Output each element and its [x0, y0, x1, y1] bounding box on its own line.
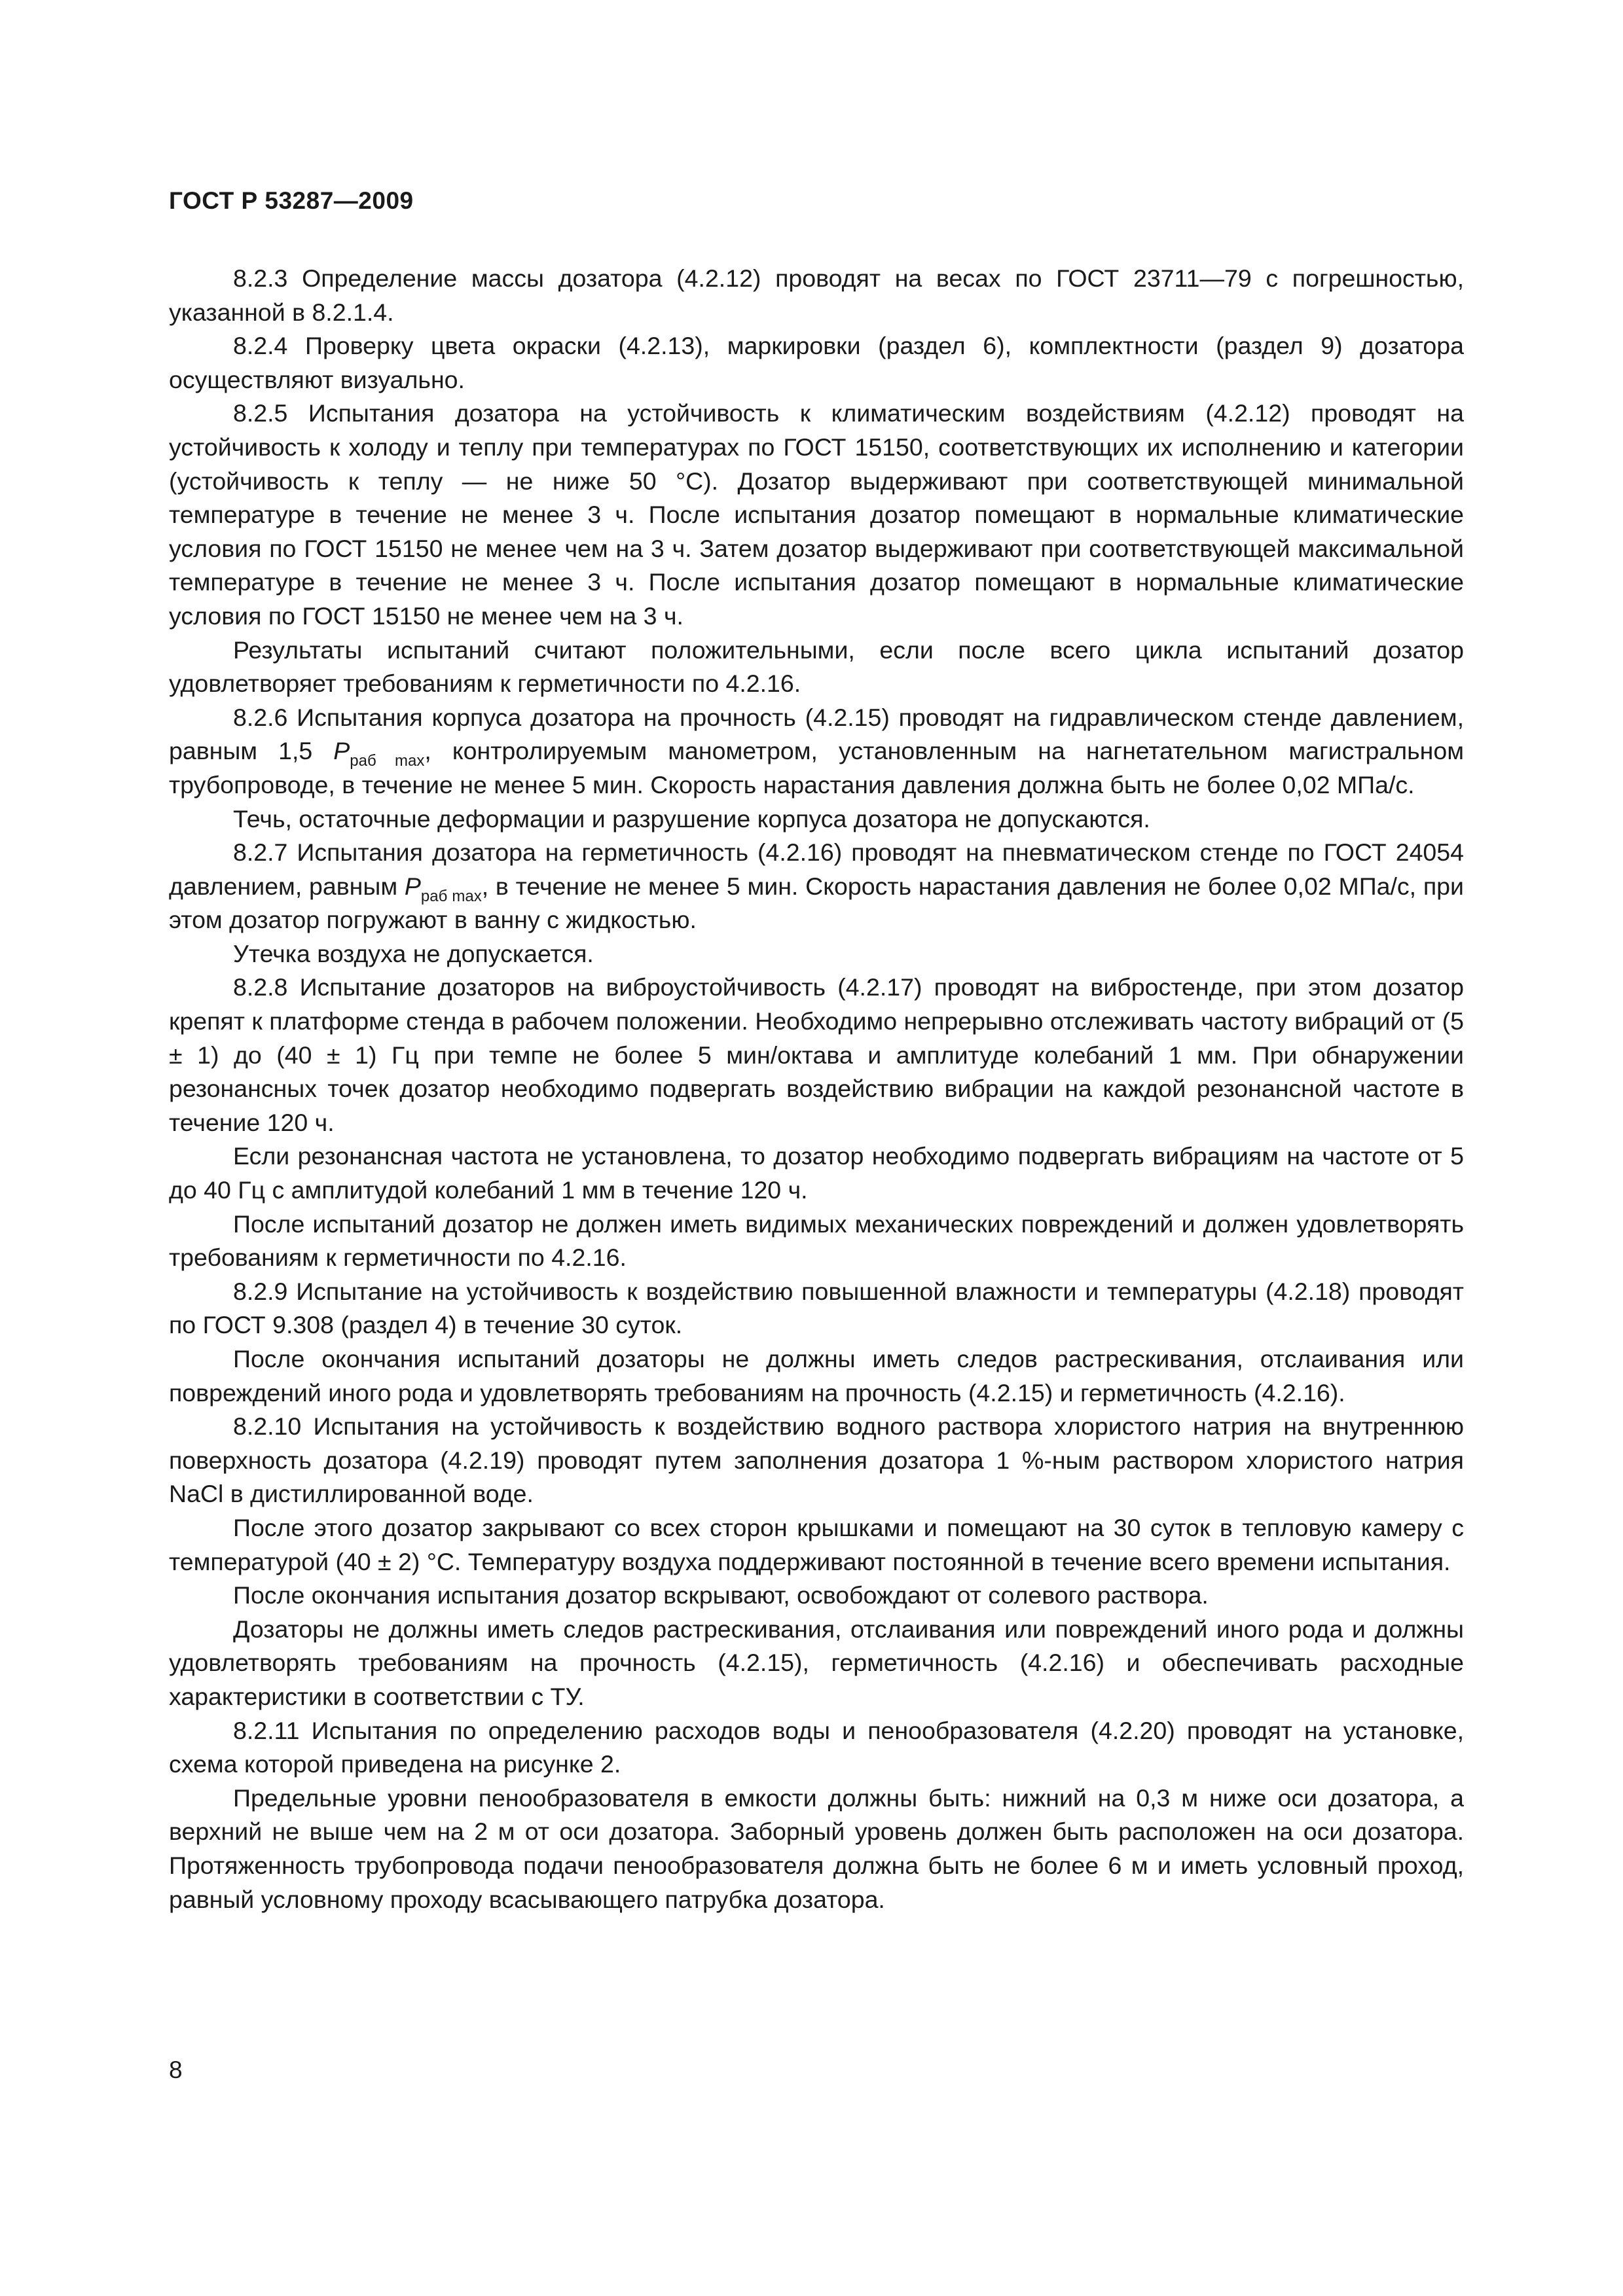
paragraph-8-2-6-before: 8.2.6 Испытания корпуса дозатора на прочность (4.2.15) проводят на гидравлическом стенде давлением, равным 1,5	[169, 703, 1464, 765]
paragraph-8-2-8-resonance: Если резонансная частота не установлена, то дозатор необходимо подвергать вибрациям на частоте от 5 до 40 Гц с амплитудой колебаний 1 мм в течение 120 ч.	[169, 1142, 1464, 1204]
page-number: 8	[169, 2056, 183, 2083]
paragraph-8-2-8: 8.2.8 Испытание дозаторов на виброустойчивость (4.2.17) проводят на вибростенде, при этом дозатор крепят к платформе стенда в рабочем положении. Необходимо непрерывно отслеживать частоту вибраций от (5 ± 1) до (40 ± 1) Гц при темпе не более 5 мин/октава и амплитуде колебаний 1 мм. При обнаружении резонансных точек дозатор необходимо подвергать воздействию вибрации на каждой резонансной частоте в течение 120 ч.	[169, 973, 1464, 1136]
paragraph-8-2-10-requirements: Дозаторы не должны иметь следов растрескивания, отслаивания или повреждений иного рода и должны удовлетворять требованиям на прочность (4.2.15), герметичность (4.2.16) и обеспечивать расходные характеристики в соответствии с ТУ.	[169, 1615, 1464, 1710]
paragraph-8-2-10-open: После окончания испытания дозатор вскрывают, освобождают от солевого раствора.	[233, 1581, 1209, 1609]
paragraph-8-2-3: 8.2.3 Определение массы дозатора (4.2.12) проводят на весах по ГОСТ 23711—79 с погрешностью, указанной в 8.2.1.4.	[169, 264, 1464, 326]
paragraph-8-2-11-levels: Предельные уровни пенообразователя в емкости должны быть: нижний на 0,3 м ниже оси дозатора, а верхний не выше чем на 2 м от оси дозатора. Заборный уровень должен быть расположен на оси дозатора. Протяженность трубопровода подачи пенообразователя должна быть не более 6 м и иметь условный проход, равный условному проходу всасывающего патрубка дозатора.	[169, 1784, 1464, 1913]
paragraph-8-2-5: 8.2.5 Испытания дозатора на устойчивость к климатическим воздействиям (4.2.12) проводят на устойчивость к холоду и теплу при температурах по ГОСТ 15150, соответствующих их исполнению и категории (устойчивость к теплу — не ниже 50 °С). Дозатор выдерживают при соответствующей минимальной температуре в течение не менее 3 ч. После испытания дозатор помещают в нормальные климатические условия по ГОСТ 15150 не менее чем на 3 ч. Затем дозатор выдерживают при соответствующей максимальной температуре в течение не менее 3 ч. После испытания дозатор помещают в нормальные климатические условия по ГОСТ 15150 не менее чем на 3 ч.	[169, 399, 1464, 630]
pressure-symbol: P	[333, 737, 350, 765]
paragraph-8-2-5-result: Результаты испытаний считают положительными, если после всего цикла испытаний дозатор удовлетворяет требованиям к герметичности по 4.2.16.	[169, 636, 1464, 698]
paragraph-8-2-6-leak: Течь, остаточные деформации и разрушение корпуса дозатора не допускаются.	[233, 804, 1150, 833]
paragraph-8-2-8-after: После испытаний дозатор не должен иметь видимых механических повреждений и должен удовлетворять требованиям к герметичности по 4.2.16.	[169, 1210, 1464, 1272]
paragraph-8-2-6	[169, 701, 1464, 802]
paragraph-8-2-9-after: После окончания испытаний дозаторы не должны иметь следов растрескивания, отслаивания или повреждений иного рода и удовлетворять требованиям на прочность (4.2.15) и герметичность (4.2.16).	[169, 1345, 1464, 1407]
paragraph-8-2-4: 8.2.4 Проверку цвета окраски (4.2.13), маркировки (раздел 6), комплектности (раздел 9) дозатора осуществляют визуально.	[169, 332, 1464, 393]
paragraph-8-2-10-chamber: После этого дозатор закрывают со всех сторон крышками и помещают на 30 суток в тепловую камеру с температурой (40 ± 2) °С. Температуру воздуха поддерживают постоянной в течение всего времени испытания.	[169, 1513, 1464, 1575]
paragraph-8-2-7	[169, 836, 1464, 937]
pressure-symbol: P	[404, 872, 421, 900]
paragraph-8-2-11: 8.2.11 Испытания по определению расходов воды и пенообразователя (4.2.20) проводят на установке, схема которой приведена на рисунке 2.	[169, 1716, 1464, 1778]
paragraph-8-2-7-after: , в течение не менее 5 мин. Скорость нарастания давления не более 0,02 МПа/с, при этом дозатор погружают в ванну с жидкостью.	[169, 872, 1464, 934]
paragraph-8-2-6-after: , контролируемым манометром, установленным на нагнетательном магистральном трубопроводе, в течение не менее 5 мин. Скорость нарастания давления должна быть не более 0,02 МПа/с.	[169, 737, 1465, 798]
pressure-subscript: раб max	[420, 887, 482, 905]
pressure-subscript: раб max	[350, 752, 425, 770]
paragraph-8-2-9: 8.2.9 Испытание на устойчивость к воздействию повышенной влажности и температуры (4.2.18) проводят по ГОСТ 9.308 (раздел 4) в течение 30 суток.	[169, 1277, 1464, 1339]
paragraph-8-2-7-before: 8.2.7 Испытания дозатора на герметичность (4.2.16) проводят на пневматическом стенде по ГОСТ 24054 давлением, равным	[169, 838, 1464, 900]
document-header: ГОСТ Р 53287—2009	[169, 187, 414, 214]
document-body	[169, 262, 1464, 1916]
paragraph-8-2-7-air: Утечка воздуха не допускается.	[233, 939, 594, 967]
paragraph-8-2-10: 8.2.10 Испытания на устойчивость к воздействию водного раствора хлористого натрия на внутреннюю поверхность дозатора (4.2.19) проводят путем заполнения дозатора 1 %-ным раствором хлористого натрия NaCl в дистиллированной воде.	[169, 1412, 1464, 1508]
